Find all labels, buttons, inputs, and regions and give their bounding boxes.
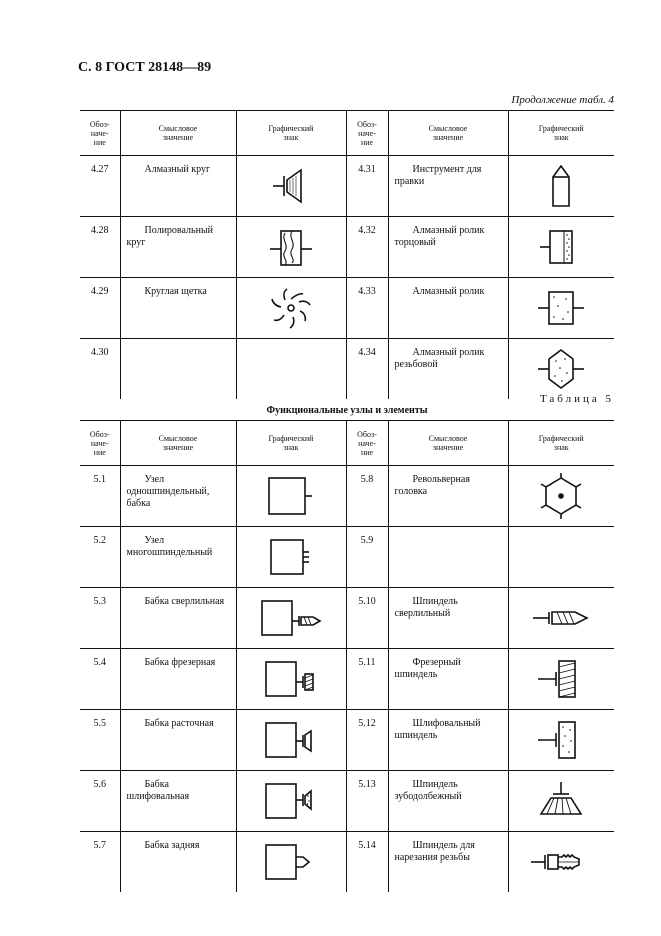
- row-meaning: Алмазный круг: [120, 156, 236, 217]
- col-code-label: Обоз- наче- ние: [89, 429, 110, 457]
- table-row: [80, 339, 614, 400]
- table-row: [80, 588, 614, 649]
- col-code-label: Обоз- наче- ние: [89, 119, 110, 147]
- diamond-face-roller-icon: [538, 227, 584, 267]
- table-row: [80, 278, 614, 339]
- row-meaning: [120, 339, 236, 400]
- row-code: 5.12: [346, 710, 388, 771]
- page-header: С. 8 ГОСТ 28148—89: [78, 60, 212, 75]
- row-code: 4.27: [80, 156, 120, 217]
- table-row: [80, 527, 614, 588]
- table-row: [80, 466, 614, 527]
- table-4: [80, 110, 614, 399]
- col-symbol-label: Графический знак: [538, 434, 584, 452]
- row-code: 4.29: [80, 278, 120, 339]
- table-row: [80, 649, 614, 710]
- drilling-spindle-icon: [531, 603, 591, 633]
- row-meaning: Инструмент для правки: [388, 156, 508, 217]
- row-meaning: Бабка фрезерная: [120, 649, 236, 710]
- row-meaning: Полировальный круг: [120, 217, 236, 278]
- row-code: 5.11: [346, 649, 388, 710]
- row-code: 5.6: [80, 771, 120, 832]
- row-meaning: Алмазный ролик: [388, 278, 508, 339]
- col-meaning-header: [388, 421, 508, 466]
- col-code-header: [346, 111, 388, 156]
- row-code: 5.10: [346, 588, 388, 649]
- row-meaning: Фрезерный шпиндель: [388, 649, 508, 710]
- row-code: 4.28: [80, 217, 120, 278]
- table-header: [80, 421, 614, 466]
- col-symbol-label: Графический знак: [268, 124, 314, 142]
- table-5: [80, 420, 614, 892]
- tailstock-icon: [263, 841, 319, 883]
- dressing-tool-icon: [541, 163, 581, 209]
- row-code: 5.8: [346, 466, 388, 527]
- boring-head-icon: [263, 719, 319, 761]
- col-meaning-label: Смысловое значение: [428, 124, 468, 142]
- row-meaning: Шпиндель для нарезания резьбы: [388, 832, 508, 893]
- row-meaning: Бабка шлифовальная: [120, 771, 236, 832]
- col-symbol-header: [508, 421, 614, 466]
- row-code: 5.13: [346, 771, 388, 832]
- col-symbol-header: [236, 421, 346, 466]
- threading-spindle-icon: [529, 846, 593, 878]
- row-code: 4.30: [91, 347, 109, 358]
- row-meaning: Револьверная головка: [388, 466, 508, 527]
- row-code: 5.2: [80, 527, 120, 588]
- row-code: 5.3: [80, 588, 120, 649]
- col-symbol-label: Графический знак: [268, 434, 314, 452]
- row-meaning: Алмазный ролик торцовый: [388, 217, 508, 278]
- col-meaning-label: Смысловое значение: [158, 124, 198, 142]
- col-code-header: [80, 421, 120, 466]
- table-row: [80, 710, 614, 771]
- row-code: 4.34: [346, 339, 388, 400]
- row-code: 4.32: [346, 217, 388, 278]
- row-meaning: Бабка сверлильная: [120, 588, 236, 649]
- multi-spindle-unit-icon: [266, 536, 316, 578]
- row-code: 4.31: [346, 156, 388, 217]
- polishing-wheel-icon: [268, 227, 314, 267]
- row-meaning: Узел многошпиндельный: [120, 527, 236, 588]
- continuation-label: Продолжение табл. 4: [511, 94, 614, 106]
- col-code-header: [346, 421, 388, 466]
- table-row: [80, 156, 614, 217]
- col-code-label: Обоз- наче- ние: [357, 119, 377, 147]
- col-meaning-header: [388, 111, 508, 156]
- col-meaning-label: Смысловое значение: [158, 434, 198, 452]
- round-brush-icon: [268, 285, 314, 331]
- col-code-label: Обоз- наче- ние: [357, 429, 377, 457]
- row-code: 5.14: [346, 832, 388, 893]
- drilling-head-icon: [259, 597, 323, 639]
- row-meaning: Шпиндель сверлильный: [388, 588, 508, 649]
- col-symbol-label: Графический знак: [538, 124, 584, 142]
- row-code: 5.4: [80, 649, 120, 710]
- row-meaning: Бабка расточная: [120, 710, 236, 771]
- single-spindle-unit-icon: [266, 475, 316, 517]
- table-row: [80, 771, 614, 832]
- table-header: [80, 111, 614, 156]
- table-5-label: Таблица 5: [539, 393, 614, 405]
- row-meaning: Шлифовальный шпиндель: [388, 710, 508, 771]
- col-symbol-header: [508, 111, 614, 156]
- row-meaning: Узел одношпиндельный, бабка: [120, 466, 236, 527]
- milling-head-icon: [263, 658, 319, 700]
- diamond-wheel-icon: [271, 166, 311, 206]
- table-5-caption: Функциональные узлы и элементы: [266, 405, 428, 416]
- row-meaning: Бабка задняя: [120, 832, 236, 893]
- col-symbol-header: [236, 111, 346, 156]
- gear-shaping-spindle-icon: [533, 780, 589, 822]
- row-meaning: Круглая щетка: [120, 278, 236, 339]
- row-code: 5.5: [80, 710, 120, 771]
- milling-spindle-icon: [536, 657, 586, 701]
- row-code: 5.7: [93, 840, 106, 851]
- grinding-head-icon: [263, 780, 319, 822]
- grinding-spindle-icon: [536, 718, 586, 762]
- table-row: [80, 832, 614, 893]
- row-code: 4.33: [346, 278, 388, 339]
- row-meaning: Алмазный ролик резьбовой: [388, 339, 508, 400]
- col-meaning-header: [120, 111, 236, 156]
- col-code-header: [80, 111, 120, 156]
- table-row: [80, 217, 614, 278]
- row-meaning: [388, 527, 508, 588]
- col-meaning-label: Смысловое значение: [428, 434, 468, 452]
- row-meaning: Шпиндель зубодолбежный: [388, 771, 508, 832]
- diamond-roller-icon: [536, 288, 586, 328]
- row-code: 5.1: [80, 466, 120, 527]
- turret-head-icon: [536, 472, 586, 520]
- row-code: 5.9: [346, 527, 388, 588]
- col-meaning-header: [120, 421, 236, 466]
- diamond-thread-roller-icon: [536, 347, 586, 391]
